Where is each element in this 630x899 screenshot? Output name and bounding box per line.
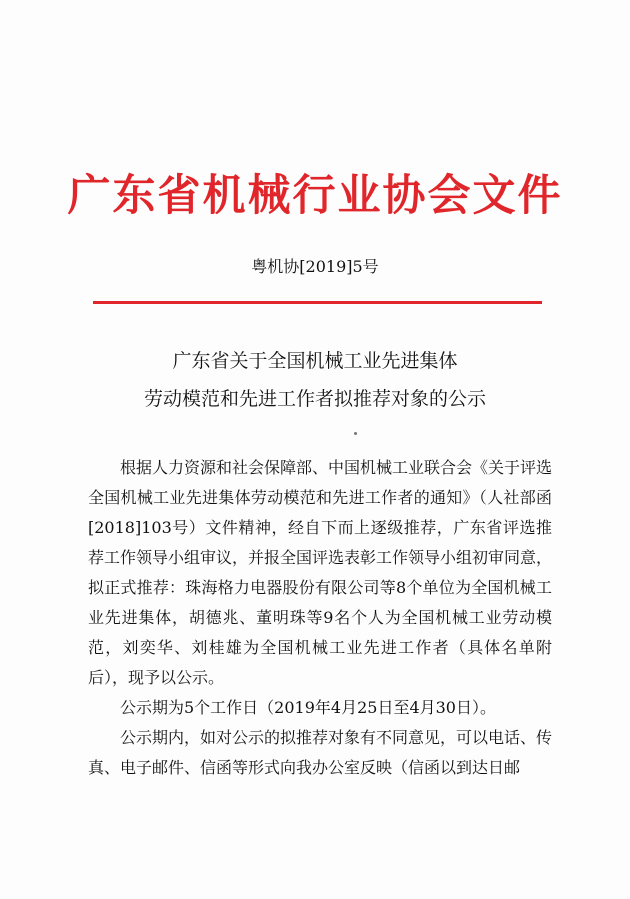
body-paragraph-2: 公示期为5个工作日（2019年4月25日至4月30日）。 <box>120 698 496 717</box>
red-divider-line <box>93 301 542 304</box>
document-header-title: 广东省机械行业协会文件 <box>67 171 563 221</box>
document-body <box>88 453 552 783</box>
notice-title-line-2: 劳动模范和先进工作者拟推荐对象的公示 <box>143 388 486 410</box>
body-paragraph-1: 根据人力资源和社会保障部、中国机械工业联合会《关于评选全国机械工业先进集体劳动模范和先进工作者的通知》（人社部函[2018]103号）文件精神，经自下而上逐级推荐，广东省评选推荐工作领导小组审议，并报全国评选表彰工作领导小组初审同意，拟正式推荐：珠海格力电器股份有限公司等8个单位为全国机械工业先进集体，胡德兆、董明珠等9名个人为全国机械工业劳动模范，刘奕华、刘桂雄为全国机械工业先进工作者（具体名单附后），现予以公示。 <box>88 458 553 687</box>
notice-title <box>0 342 630 418</box>
scan-speck <box>354 432 357 435</box>
notice-title-line-1: 广东省关于全国机械工业先进集体 <box>172 350 458 372</box>
body-paragraph-3: 公示期内，如对公示的拟推荐对象有不同意见，可以电话、传真、电子邮件、信函等形式向我办公室反映（信函以到达日邮 <box>88 728 553 777</box>
document-number: 粤机协[2019]5号 <box>251 257 379 276</box>
